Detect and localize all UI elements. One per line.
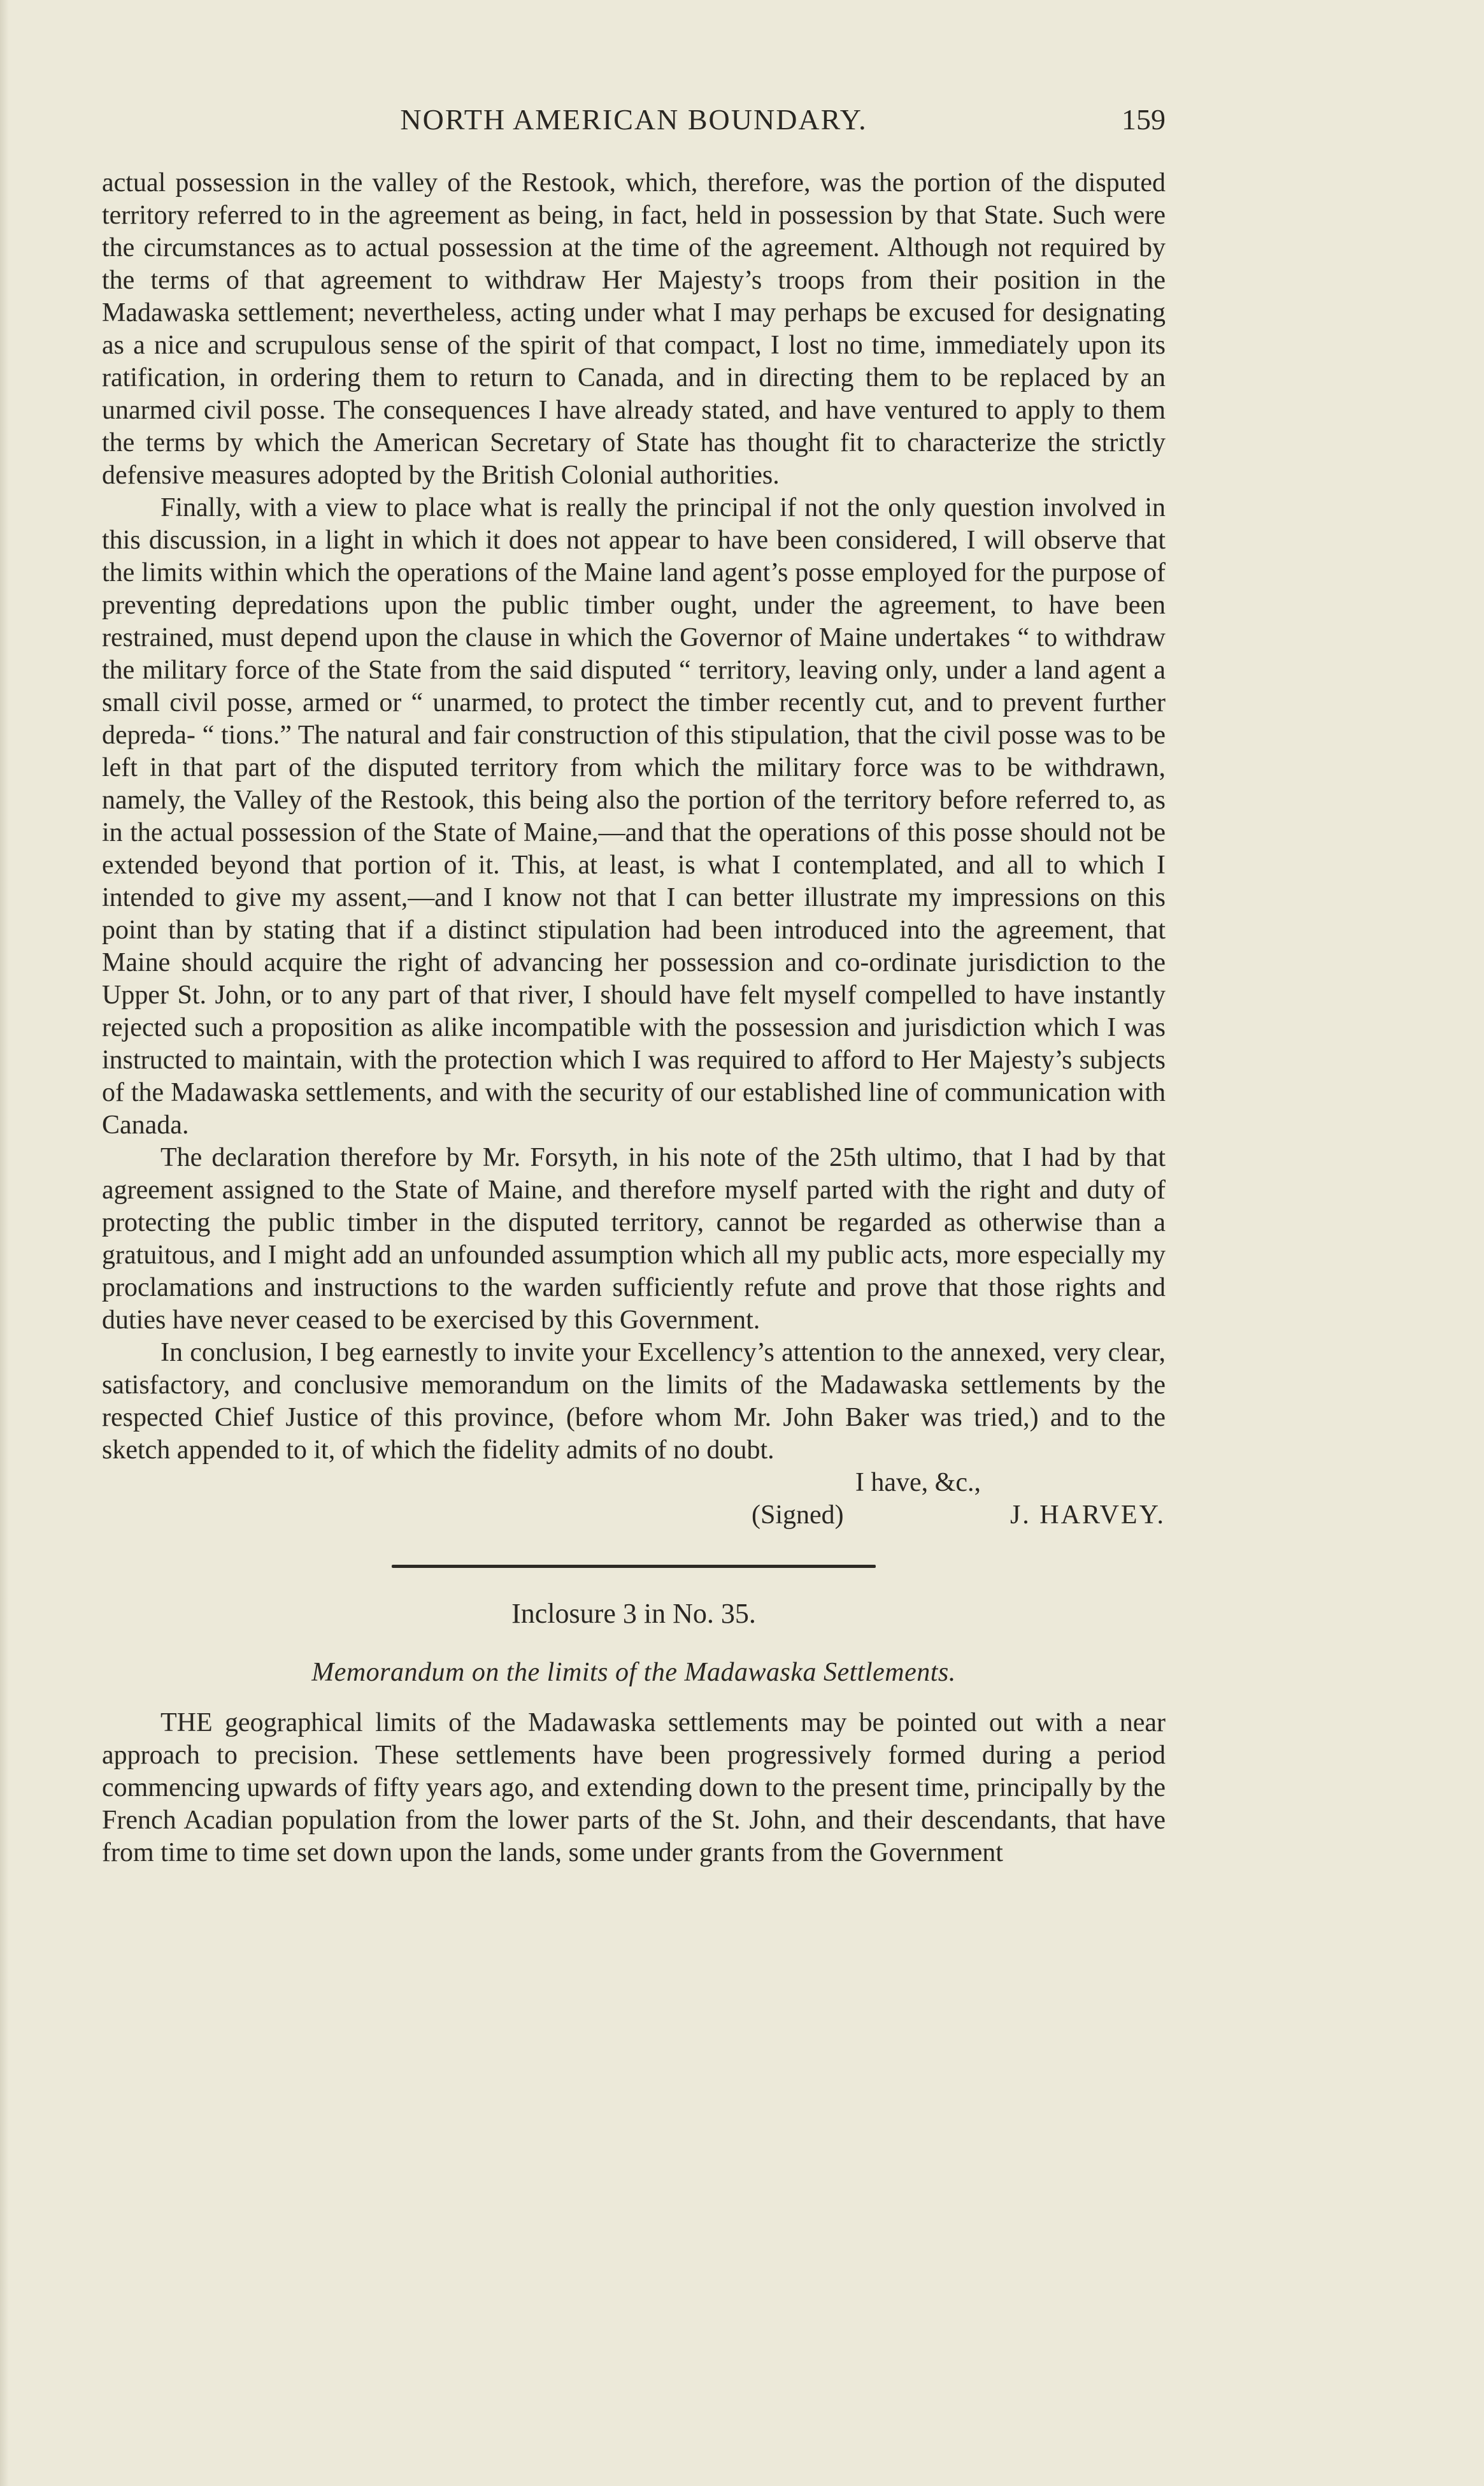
running-head: NORTH AMERICAN BOUNDARY. <box>400 103 867 136</box>
section-divider <box>392 1565 876 1568</box>
signer-name: J. HARVEY. <box>1010 1500 1166 1530</box>
inclosure-heading: Inclosure 3 in No. 35. <box>511 1598 756 1629</box>
signature-block <box>102 1467 1166 1532</box>
closing-line: I have, &c., <box>855 1468 981 1497</box>
page-number: 159 <box>1122 103 1166 136</box>
paragraph-declaration: The declaration therefore by Mr. Forsyth, in his note of the 25th ultimo, that I had by that agreement assigned to the State of Maine, and therefore myself parted with the right and duty of protecting the public timber in the disputed territory, cannot be regarded as otherwise than a gratuitous, and I might add an unfounded assumption which all my public acts, more especially my proclamations and instructions to the warden sufficiently refute and prove that those rights and duties have never ceased to be exercised by this Government. <box>102 1143 1166 1335</box>
signed-label: (Signed) <box>752 1500 844 1530</box>
page-edge-shadow <box>0 0 9 2486</box>
paragraph-continued: actual possession in the valley of the Restook, which, therefore, was the portion of the disputed territory referred to in the agreement as being, in fact, held in possession by that State. Such were the circumstances as to actual possession at the time of the agreement. Although not required by the terms of that agreement to withdraw Her Majesty’s troops from their position in the Madawaska settlement; nevertheless, acting under what I may perhaps be excused for designating as a nice and scrupulous sense of the spirit of that compact, I lost no time, immediately upon its ratification, in ordering them to return to Canada, and in directing them to be replaced by an unarmed civil posse. The consequences I have already stated, and have ventured to apply to them the terms by which the American Secretary of State has thought fit to characterize the strictly defensive measures adopted by the British Colonial authorities. <box>102 168 1166 490</box>
memorandum-body: THE geographical limits of the Madawaska settlements may be pointed out with a near approach to precision. These settlements have been progressively formed during a period commencing upwards of fifty years ago, and extending down to the present time, principally by the French Acadian population from the lower parts of the St. John, and their descendants, that have from time to time set down upon the lands, some under grants from the Government <box>102 1708 1166 1867</box>
page-header <box>102 94 1166 145</box>
memorandum-title: Memorandum on the limits of the Madawaska Settlements. <box>311 1658 956 1687</box>
text-column <box>102 167 1166 1869</box>
paragraph-finally: Finally, with a view to place what is really the principal if not the only question involved in this discussion, in a light in which it does not appear to have been considered, I will observe that the limits within which the operations of the Maine land agent’s posse employed for the purpose of preventing depredations upon the public timber ought, under the agreement, to have been restrained, must depend upon the clause in which the Governor of Maine undertakes “ to withdraw the military force of the State from the said disputed “ territory, leaving only, under a land agent a small civil posse, armed or “ unarmed, to protect the timber recently cut, and to prevent further depreda- “ tions.” The natural and fair construction of this stipulation, that the civil posse was to be left in that part of the disputed territory from which the military force was to be withdrawn, namely, the Valley of the Restook, this being also the portion of the territory before referred to, as in the actual possession of the State of Maine,—and that the operations of this posse should not be extended beyond that portion of it. This, at least, is what I contemplated, and all to which I intended to give my assent,—and I know not that I can better illustrate my impressions on this point than by stating that if a distinct stipulation had been introduced into the agreement, that Maine should acquire the right of advancing her possession and co-ordinate jurisdiction to the Upper St. John, or to any part of that river, I should have felt myself compelled to have instantly rejected such a proposition as alike incompatible with the possession and jurisdiction which I was instructed to maintain, with the protection which I was required to afford to Her Majesty’s subjects of the Madawaska settlements, and with the security of our established line of communication with Canada. <box>102 493 1166 1140</box>
paragraph-conclusion: In conclusion, I beg earnestly to invite your Excellency’s attention to the annexed, very clear, satisfactory, and conclusive memorandum on the limits of the Madawaska settlements by the respected Chief Justice of this province, (before whom Mr. John Baker was tried,) and to the sketch appended to it, of which the fidelity admits of no doubt. <box>102 1338 1166 1465</box>
